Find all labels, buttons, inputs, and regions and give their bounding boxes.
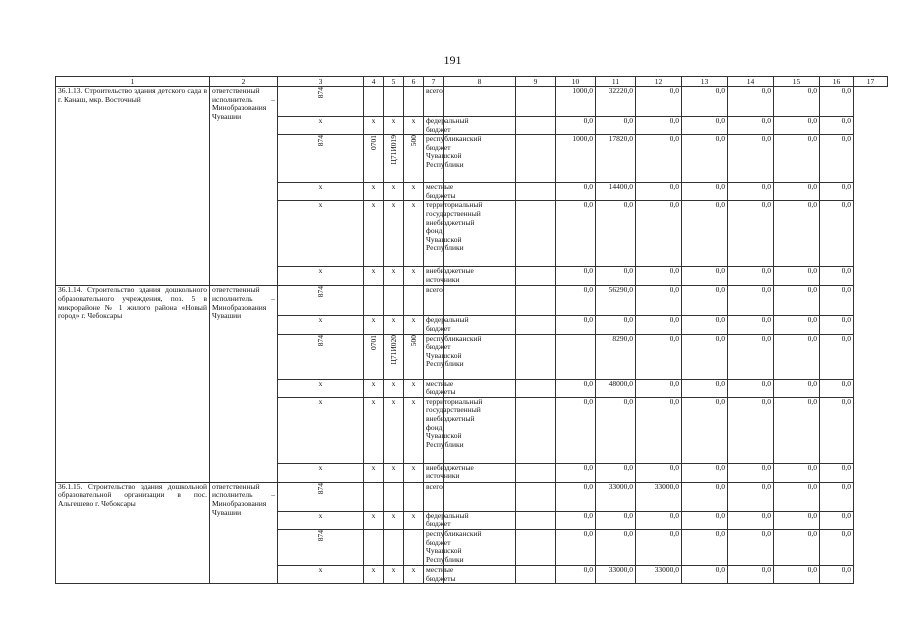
code-expense-group: x: [404, 117, 424, 135]
code-grbs: x: [278, 397, 364, 463]
code-expense-group: [404, 87, 424, 117]
value-col-11: 0,0: [556, 316, 596, 334]
value-col-17: 0,0: [820, 201, 854, 267]
value-col-16: 0,0: [774, 267, 820, 286]
column-number-6: 6: [404, 77, 424, 87]
code-section: x: [364, 267, 384, 286]
column-number-14: 14: [728, 77, 774, 87]
funding-source: федеральный бюджет: [424, 511, 444, 529]
value-col-17: 0,0: [820, 87, 854, 117]
funding-source: местные бюджеты: [424, 565, 444, 583]
funding-source: республиканский бюджет Чувашской Республики: [424, 529, 444, 565]
value-col-15: 0,0: [728, 316, 774, 334]
code-section: x: [364, 316, 384, 334]
value-col-11: 0,0: [556, 117, 596, 135]
value-col-17: 0,0: [820, 267, 854, 286]
code-grbs-text: 874: [316, 529, 325, 542]
value-col-17: 0,0: [820, 316, 854, 334]
code-target-article: [384, 334, 404, 379]
code-expense-group: x: [404, 316, 424, 334]
value-col-13: 0,0: [636, 286, 682, 316]
value-col-10: [516, 565, 556, 583]
code-section: x: [364, 379, 384, 397]
code-grbs: x: [278, 511, 364, 529]
value-col-14: 0,0: [682, 565, 728, 583]
value-col-17: 0,0: [820, 397, 854, 463]
value-col-12: 56290,0: [596, 286, 636, 316]
value-col-16: 0,0: [774, 463, 820, 482]
value-col-17: 0,0: [820, 463, 854, 482]
value-col-16: 0,0: [774, 117, 820, 135]
funding-source: внебюджетные источники: [424, 463, 444, 482]
value-col-17: 0,0: [820, 379, 854, 397]
value-col-17: 0,0: [820, 117, 854, 135]
code-grbs: x: [278, 267, 364, 286]
value-col-14: 0,0: [682, 529, 728, 565]
value-col-10: [516, 117, 556, 135]
code-grbs: [278, 482, 364, 511]
code-section: [364, 286, 384, 316]
column-number-9: 9: [516, 77, 556, 87]
value-col-15: 0,0: [728, 482, 774, 511]
value-col-15: 0,0: [728, 511, 774, 529]
value-col-11: 0,0: [556, 183, 596, 201]
value-col-12: 0,0: [596, 267, 636, 286]
value-col-13: 0,0: [636, 87, 682, 117]
value-col-14: 0,0: [682, 511, 728, 529]
value-col-11: 0,0: [556, 201, 596, 267]
value-col-10: [516, 286, 556, 316]
funding-source: республиканский бюджет Чувашской Республики: [424, 334, 444, 379]
code-expense-group: [404, 286, 424, 316]
value-col-14: 0,0: [682, 286, 728, 316]
code-grbs-text: 874: [316, 482, 325, 494]
value-col-9: [444, 87, 516, 117]
value-col-14: 0,0: [682, 135, 728, 183]
value-col-13: 0,0: [636, 267, 682, 286]
column-number-10: 10: [556, 77, 596, 87]
value-col-14: 0,0: [682, 117, 728, 135]
value-col-13: 33000,0: [636, 482, 682, 511]
value-col-13: 0,0: [636, 529, 682, 565]
value-col-12: 0,0: [596, 201, 636, 267]
value-col-12: 33000,0: [596, 565, 636, 583]
code-expense-group: x: [404, 565, 424, 583]
code-target-article: x: [384, 117, 404, 135]
value-col-13: 0,0: [636, 463, 682, 482]
value-col-16: 0,0: [774, 511, 820, 529]
funding-source: местные бюджеты: [424, 379, 444, 397]
funding-source: территориальный государственный внебюджетный фонд Чувашской Республики: [424, 201, 444, 267]
code-target-article: x: [384, 511, 404, 529]
value-col-12: 17820,0: [596, 135, 636, 183]
code-section: x: [364, 565, 384, 583]
value-col-16: 0,0: [774, 379, 820, 397]
column-number-12: 12: [636, 77, 682, 87]
event-name: 36.1.14. Строительство здания дошкольного образовательного учреждения, поз. 5 в микрорайоне № 1 жилого района «Новый город» г. Чебоксары: [56, 286, 210, 482]
value-col-11: 0,0: [556, 482, 596, 511]
code-target-article: [384, 87, 404, 117]
value-col-12: 0,0: [596, 529, 636, 565]
code-expense-group: [404, 135, 424, 183]
value-col-17: 0,0: [820, 334, 854, 379]
funding-source: федеральный бюджет: [424, 117, 444, 135]
code-section: x: [364, 463, 384, 482]
table-row: [56, 482, 888, 511]
event-name: 36.1.13. Строительство здания детского сада в г. Канаш, мкр. Восточный: [56, 87, 210, 286]
value-col-11: 0,0: [556, 529, 596, 565]
value-col-10: [516, 267, 556, 286]
value-col-10: [516, 201, 556, 267]
code-expense-group: x: [404, 183, 424, 201]
value-col-17: 0,0: [820, 183, 854, 201]
value-col-15: 0,0: [728, 135, 774, 183]
code-section: [364, 87, 384, 117]
value-col-14: 0,0: [682, 397, 728, 463]
value-col-13: 33000,0: [636, 565, 682, 583]
value-col-13: 0,0: [636, 117, 682, 135]
value-col-10: [516, 316, 556, 334]
value-col-11: 0,0: [556, 463, 596, 482]
executor: ответственный исполнитель – Минобразования Чувашии: [210, 286, 278, 482]
value-col-11: [556, 334, 596, 379]
value-col-15: 0,0: [728, 267, 774, 286]
value-col-11: 0,0: [556, 565, 596, 583]
column-number-11: 11: [596, 77, 636, 87]
funding-source: республиканский бюджет Чувашской Республики: [424, 135, 444, 183]
value-col-16: 0,0: [774, 397, 820, 463]
value-col-15: 0,0: [728, 117, 774, 135]
value-col-15: 0,0: [728, 87, 774, 117]
code-section: [364, 482, 384, 511]
code-target-article-text: Ц71И019: [389, 135, 398, 165]
code-target-article-text: Ц71И020: [389, 334, 398, 365]
value-col-17: 0,0: [820, 565, 854, 583]
code-grbs-text: 874: [316, 135, 325, 147]
code-expense-group: x: [404, 511, 424, 529]
code-target-article: x: [384, 201, 404, 267]
code-target-article: [384, 482, 404, 511]
value-col-12: 0,0: [596, 117, 636, 135]
value-col-15: 0,0: [728, 565, 774, 583]
page-number: 191: [443, 53, 462, 67]
value-col-10: [516, 87, 556, 117]
value-col-13: 0,0: [636, 379, 682, 397]
value-col-15: 0,0: [728, 529, 774, 565]
column-number-17: 17: [854, 77, 888, 87]
code-expense-group: x: [404, 379, 424, 397]
value-col-11: 0,0: [556, 379, 596, 397]
column-number-13: 13: [682, 77, 728, 87]
value-col-14: 0,0: [682, 183, 728, 201]
value-col-10: [516, 397, 556, 463]
value-col-16: 0,0: [774, 529, 820, 565]
value-col-16: 0,0: [774, 201, 820, 267]
code-section: x: [364, 117, 384, 135]
code-grbs: [278, 529, 364, 565]
code-expense-group: [404, 529, 424, 565]
value-col-16: 0,0: [774, 135, 820, 183]
value-col-15: 0,0: [728, 463, 774, 482]
value-col-13: 0,0: [636, 334, 682, 379]
value-col-15: 0,0: [728, 201, 774, 267]
value-col-15: 0,0: [728, 334, 774, 379]
column-number-row: [56, 77, 888, 87]
code-target-article: x: [384, 379, 404, 397]
value-col-17: 0,0: [820, 482, 854, 511]
code-section-text: 0701: [369, 135, 378, 151]
code-expense-group: x: [404, 267, 424, 286]
code-expense-group-text: 500: [409, 334, 418, 346]
funding-source: всего: [424, 286, 444, 316]
code-expense-group: [404, 334, 424, 379]
value-col-10: [516, 183, 556, 201]
value-col-12: 33000,0: [596, 482, 636, 511]
value-col-10: [516, 334, 556, 379]
code-expense-group: [404, 482, 424, 511]
code-section-text: 0701: [369, 334, 378, 350]
event-name: 36.1.15. Строительство здания дошкольной образовательной организации в пос. Альгешево г. Чебоксары: [56, 482, 210, 583]
value-col-13: 0,0: [636, 201, 682, 267]
value-col-13: 0,0: [636, 183, 682, 201]
column-number-8: 8: [444, 77, 516, 87]
value-col-16: 0,0: [774, 565, 820, 583]
code-grbs: x: [278, 117, 364, 135]
value-col-12: 8290,0: [596, 334, 636, 379]
column-number-2: 2: [210, 77, 278, 87]
value-col-16: 0,0: [774, 334, 820, 379]
value-col-15: 0,0: [728, 397, 774, 463]
column-number-7: 7: [424, 77, 444, 87]
column-number-4: 4: [364, 77, 384, 87]
code-expense-group: x: [404, 397, 424, 463]
value-col-14: 0,0: [682, 87, 728, 117]
code-grbs: x: [278, 183, 364, 201]
code-section: x: [364, 397, 384, 463]
column-number-16: 16: [820, 77, 854, 87]
table-row: [56, 87, 888, 117]
value-col-14: 0,0: [682, 334, 728, 379]
code-section: x: [364, 511, 384, 529]
table-row: [56, 286, 888, 316]
value-col-11: 0,0: [556, 286, 596, 316]
executor: ответственный исполнитель – Минобразования Чувашии: [210, 87, 278, 286]
code-section: [364, 135, 384, 183]
value-col-10: [516, 463, 556, 482]
value-col-12: 0,0: [596, 511, 636, 529]
funding-source: всего: [424, 482, 444, 511]
code-grbs: [278, 334, 364, 379]
value-col-16: 0,0: [774, 87, 820, 117]
funding-source: местные бюджеты: [424, 183, 444, 201]
value-col-12: 0,0: [596, 463, 636, 482]
value-col-16: 0,0: [774, 482, 820, 511]
value-col-17: 0,0: [820, 511, 854, 529]
code-grbs-text: 874: [316, 286, 325, 298]
value-col-9: [444, 286, 516, 316]
value-col-10: [516, 529, 556, 565]
value-col-14: 0,0: [682, 482, 728, 511]
value-col-14: 0,0: [682, 267, 728, 286]
value-col-13: 0,0: [636, 316, 682, 334]
value-col-15: 0,0: [728, 183, 774, 201]
code-grbs-text: 874: [316, 87, 325, 99]
value-col-16: 0,0: [774, 316, 820, 334]
value-col-11: 1000,0: [556, 135, 596, 183]
value-col-14: 0,0: [682, 316, 728, 334]
code-section: [364, 529, 384, 565]
value-col-14: 0,0: [682, 463, 728, 482]
code-grbs: [278, 135, 364, 183]
funding-source: внебюджетные источники: [424, 267, 444, 286]
value-col-12: 0,0: [596, 397, 636, 463]
column-number-15: 15: [774, 77, 820, 87]
value-col-12: 14400,0: [596, 183, 636, 201]
code-target-article: [384, 286, 404, 316]
code-target-article: x: [384, 267, 404, 286]
value-col-11: 0,0: [556, 267, 596, 286]
value-col-12: 48000,0: [596, 379, 636, 397]
value-col-15: 0,0: [728, 286, 774, 316]
value-col-13: 0,0: [636, 135, 682, 183]
code-target-article: [384, 135, 404, 183]
code-section: x: [364, 183, 384, 201]
value-col-11: 0,0: [556, 397, 596, 463]
code-target-article: x: [384, 397, 404, 463]
code-grbs: x: [278, 565, 364, 583]
column-number-5: 5: [384, 77, 404, 87]
code-target-article: x: [384, 183, 404, 201]
value-col-9: [444, 482, 516, 511]
value-col-10: [516, 511, 556, 529]
value-col-11: 0,0: [556, 511, 596, 529]
value-col-12: 0,0: [596, 316, 636, 334]
column-number-1: 1: [56, 77, 210, 87]
value-col-12: 32220,0: [596, 87, 636, 117]
value-col-17: 0,0: [820, 135, 854, 183]
column-number-3: 3: [278, 77, 364, 87]
funding-source: всего: [424, 87, 444, 117]
code-target-article: x: [384, 565, 404, 583]
value-col-17: 0,0: [820, 529, 854, 565]
value-col-13: 0,0: [636, 511, 682, 529]
value-col-14: 0,0: [682, 379, 728, 397]
code-grbs: x: [278, 379, 364, 397]
value-col-13: 0,0: [636, 397, 682, 463]
value-col-14: 0,0: [682, 201, 728, 267]
code-grbs: x: [278, 463, 364, 482]
value-col-15: 0,0: [728, 379, 774, 397]
code-section: x: [364, 201, 384, 267]
budget-table: [55, 76, 888, 584]
value-col-11: 1000,0: [556, 87, 596, 117]
value-col-17: 0,0: [820, 286, 854, 316]
value-col-10: [516, 379, 556, 397]
code-grbs: x: [278, 316, 364, 334]
executor: ответственный исполнитель – Минобразования Чувашии: [210, 482, 278, 583]
funding-source: федеральный бюджет: [424, 316, 444, 334]
code-expense-group: x: [404, 201, 424, 267]
code-target-article: x: [384, 316, 404, 334]
value-col-10: [516, 135, 556, 183]
code-grbs: x: [278, 201, 364, 267]
code-expense-group: x: [404, 463, 424, 482]
code-grbs-text: 874: [316, 334, 325, 346]
value-col-16: 0,0: [774, 286, 820, 316]
code-target-article: [384, 529, 404, 565]
funding-source: территориальный государственный внебюджетный фонд Чувашской Республики: [424, 397, 444, 463]
code-target-article: x: [384, 463, 404, 482]
code-expense-group-text: 500: [409, 135, 418, 147]
value-col-10: [516, 482, 556, 511]
code-grbs: [278, 87, 364, 117]
code-section: [364, 334, 384, 379]
value-col-16: 0,0: [774, 183, 820, 201]
code-grbs: [278, 286, 364, 316]
